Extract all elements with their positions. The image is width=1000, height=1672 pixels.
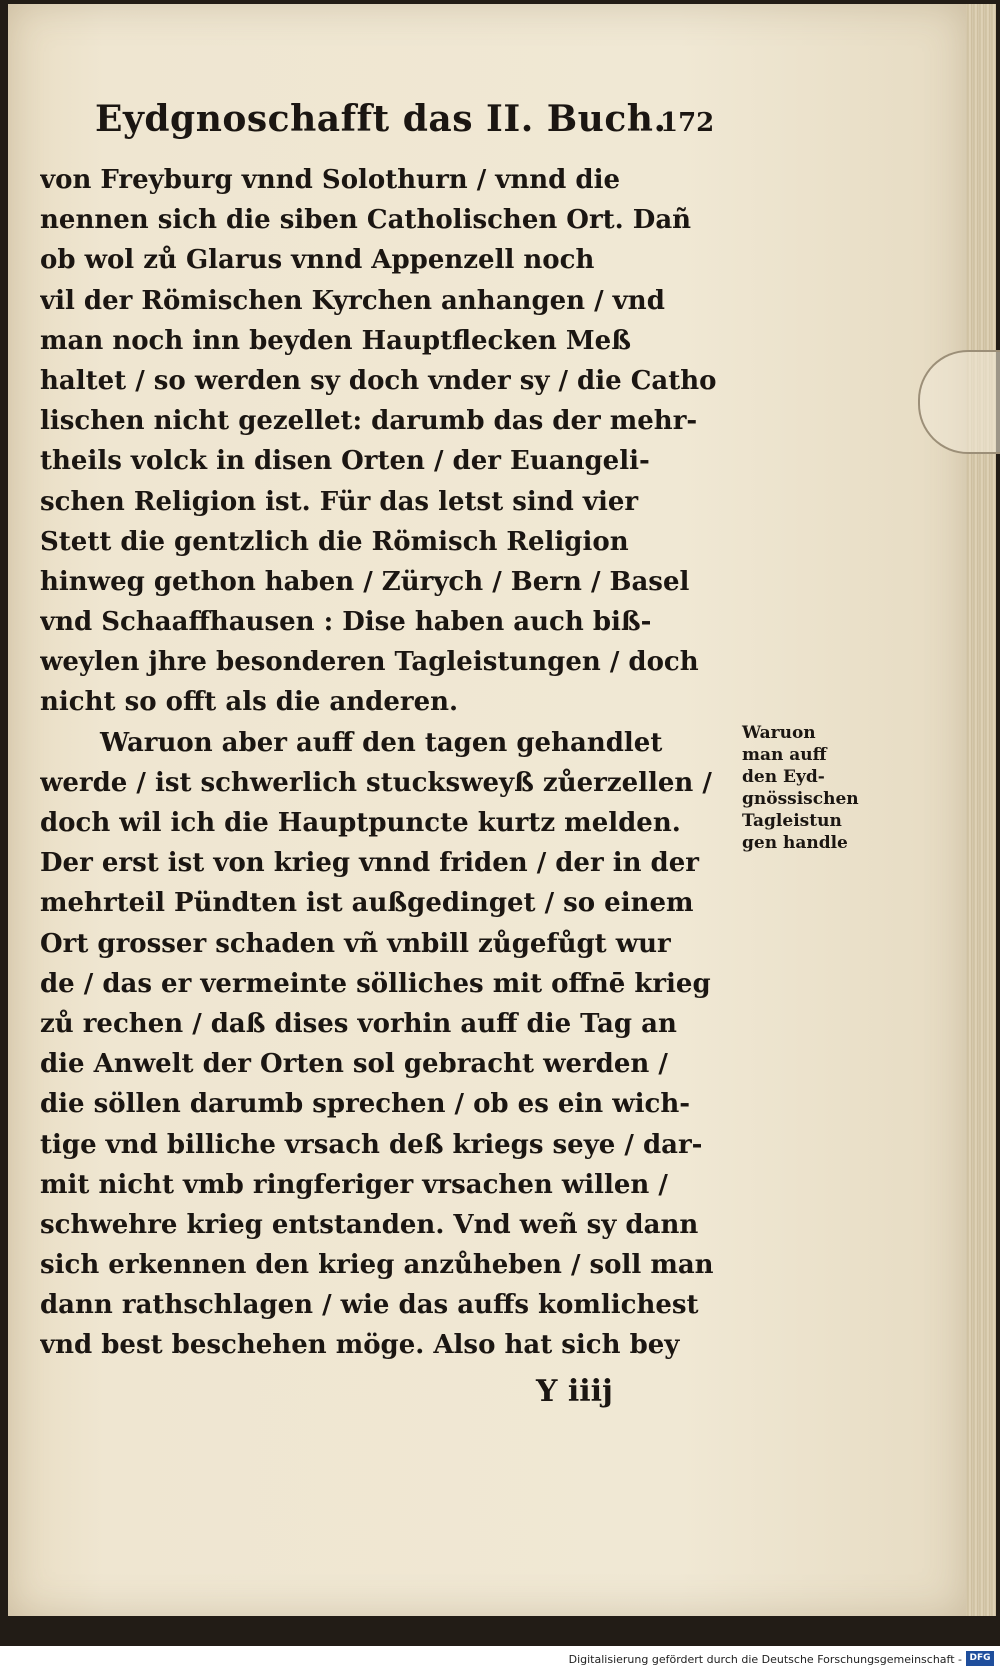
text-line: theils volck in disen Orten / der Euangeli- — [40, 446, 650, 477]
text-line: schwehre krieg entstanden. Vnd weñ sy dann — [40, 1209, 699, 1240]
margin-note-line: Waruon — [742, 723, 816, 743]
text-line: vil der Römischen Kyrchen anhangen / vnd — [40, 285, 665, 316]
text-line: vnd Schaaffhausen : Dise haben auch biß- — [40, 607, 652, 638]
page-fore-edge — [966, 4, 996, 1616]
text-line: dann rathschlagen / wie das auffs komlichest — [40, 1290, 699, 1321]
text-line: die söllen darumb sprechen / ob es ein wich- — [40, 1089, 691, 1120]
text-line: Stett die gentzlich die Römisch Religion — [40, 526, 629, 557]
text-line: mehrteil Pündten ist außgedinget / so einem — [40, 888, 694, 919]
text-line: werde / ist schwerlich stucksweyß zůerzellen / — [40, 767, 712, 798]
text-line: Der erst ist von krieg vnnd friden / der in der — [40, 848, 699, 879]
text-line: zů rechen / daß dises vorhin auff die Tag an — [40, 1008, 677, 1039]
paragraph-start-line: Waruon aber auff den tagen gehandlet — [100, 727, 663, 758]
text-line: tige vnd billiche vrsach deß kriegs seye / dar- — [40, 1129, 703, 1160]
text-line: haltet / so werden sy doch vnder sy / die Catho — [40, 365, 717, 396]
text-line: nicht so offt als die anderen. — [40, 687, 459, 718]
text-line: doch wil ich die Hauptpuncte kurtz melden. — [40, 808, 681, 838]
text-line: man noch inn beyden Hauptflecken Meß — [40, 325, 631, 356]
margin-note-line: gnössischen — [742, 789, 859, 809]
text-line: lischen nicht gezellet: darumb das der mehr- — [40, 406, 698, 437]
text-line: ob wol zů Glarus vnnd Appenzell noch — [40, 245, 595, 276]
text-line: die Anwelt der Orten sol gebracht werden / — [40, 1049, 668, 1080]
margin-note — [742, 722, 872, 854]
text-line: mit nicht vmb ringferiger vrsachen willen / — [40, 1169, 668, 1200]
signature-mark: Y iiij — [536, 1374, 613, 1409]
body-text — [40, 160, 740, 1366]
footer-credit: Digitalisierung gefördert durch die Deutsche Forschungsgemeinschaft - — [568, 1653, 962, 1666]
margin-note-line: Tagleistun — [742, 811, 842, 831]
text-line: vnd best beschehen möge. Also hat sich bey — [40, 1330, 680, 1361]
margin-note-line: man auff — [742, 745, 827, 765]
text-line: sich erkennen den krieg anzůheben / soll man — [40, 1250, 714, 1281]
folio-number: 172 — [660, 108, 715, 138]
dfg-logo: DFG — [966, 1651, 994, 1666]
text-line: Ort grosser schaden vñ vnbill zůgefůgt wur — [40, 928, 671, 959]
text-line: hinweg gethon haben / Zürych / Bern / Basel — [40, 566, 690, 597]
text-line: weylen jhre besonderen Tagleistungen / doch — [40, 647, 699, 678]
text-line: de / das er vermeinte sölliches mit offnē krieg — [40, 968, 711, 999]
footer-bar — [0, 1646, 1000, 1672]
text-line: nennen sich die siben Catholischen Ort. Dañ — [40, 205, 692, 236]
text-line: von Freyburg vnnd Solothurn / vnnd die — [40, 165, 621, 195]
margin-note-line: gen handle — [742, 833, 848, 853]
text-line: schen Religion ist. Für das letst sind vier — [40, 486, 639, 517]
running-header: Eydgnoschafft das II. Buch. — [95, 98, 667, 140]
margin-note-line: den Eyd- — [742, 767, 825, 787]
